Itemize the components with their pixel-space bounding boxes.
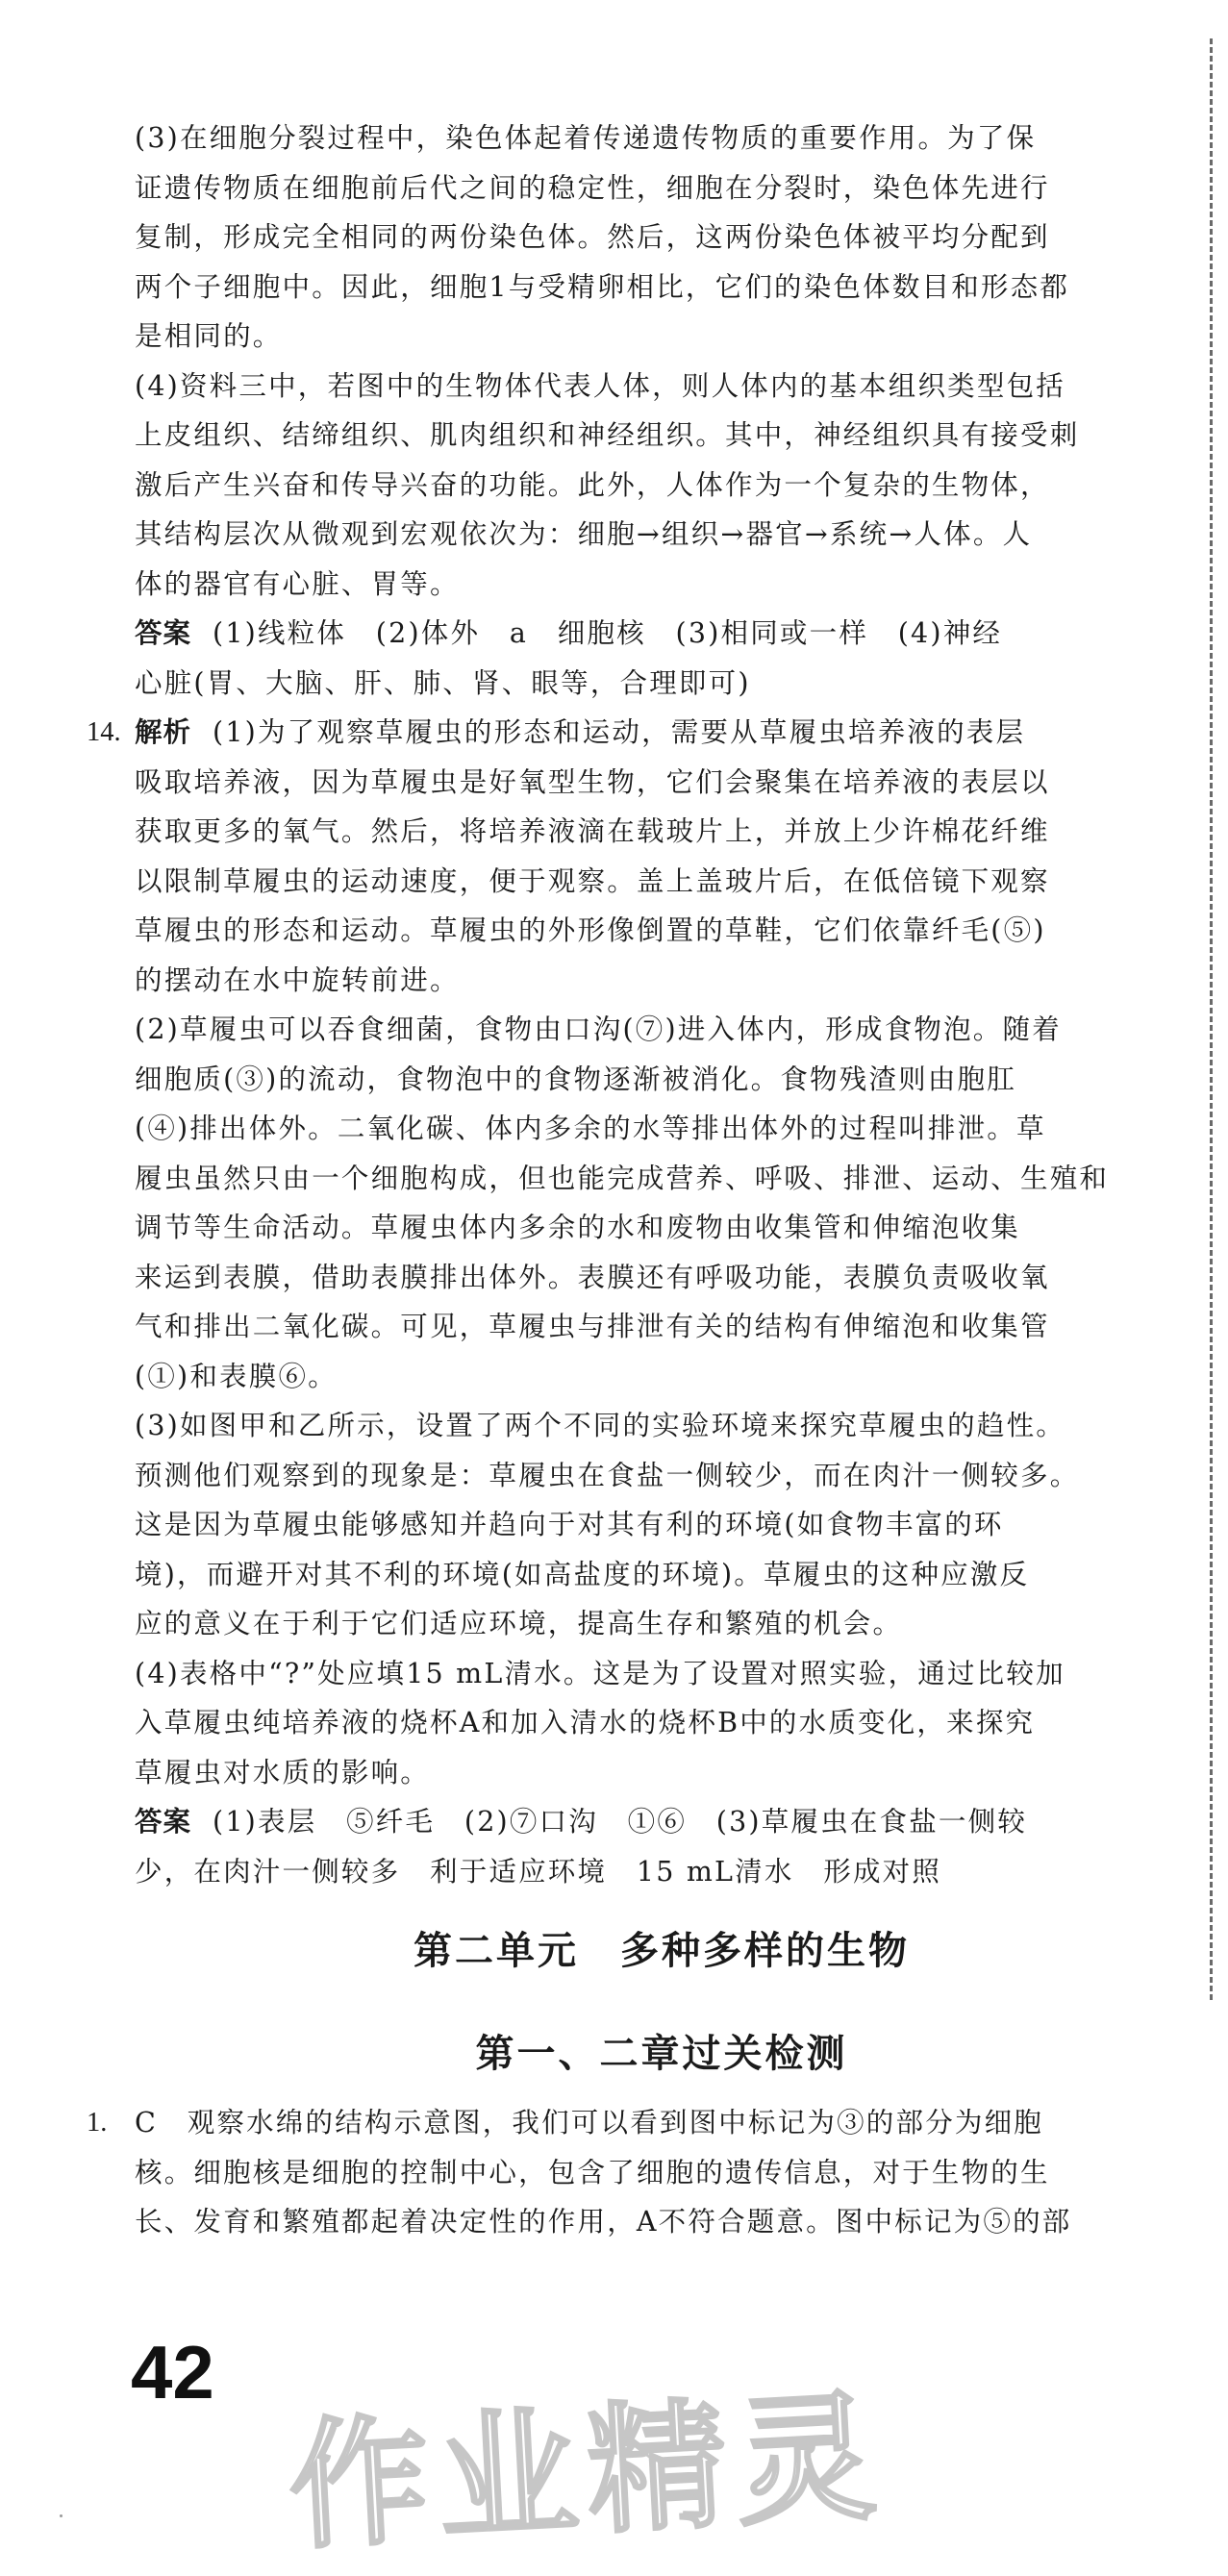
text-line: 核。细胞核是细胞的控制中心，包含了细胞的遗传信息，对于生物的生 xyxy=(135,2156,1050,2188)
page-content xyxy=(87,113,1189,2247)
section14-part4 xyxy=(135,1649,1189,1798)
section13-part4 xyxy=(135,362,1189,610)
question-number: 14. xyxy=(87,717,121,747)
section14-answer xyxy=(135,1797,1189,1896)
text-line: (①)和表膜⑥。 xyxy=(135,1360,338,1392)
text-line: 这是因为草履虫能够感知并趋向于对其有利的环境(如食物丰富的环 xyxy=(135,1509,1004,1540)
text-line: 激后产生兴奋和传导兴奋的功能。此外，人体作为一个复杂的生物体， xyxy=(135,468,1050,501)
text-line: 应的意义在于利于它们适应环境，提高生存和繁殖的机会。 xyxy=(135,1608,903,1639)
text-line: 草履虫对水质的影响。 xyxy=(135,1756,431,1788)
text-line: 以限制草履虫的运动速度，便于观察。盖上盖玻片后，在低倍镜下观察 xyxy=(135,864,1050,897)
text-line: (4)资料三中，若图中的生物体代表人体，则人体内的基本组织类型包括 xyxy=(135,369,1065,402)
page-number: 42 xyxy=(131,2330,214,2414)
text-line: 来运到表膜，借助表膜排出体外。表膜还有呼吸功能，表膜负责吸收氧 xyxy=(135,1261,1050,1293)
text-line: 细胞质(③)的流动，食物泡中的食物逐渐被消化。食物残渣则由胞肛 xyxy=(135,1063,1016,1095)
text-line: 履虫虽然只由一个细胞构成，但也能完成营养、呼吸、排泄、运动、生殖和 xyxy=(135,1162,1110,1194)
text-line: 上皮组织、结缔组织、肌肉组织和神经组织。其中，神经组织具有接受刺 xyxy=(135,419,1080,451)
text-line: 吸取培养液，因为草履虫是好氧型生物，它们会聚集在培养液的表层以 xyxy=(135,765,1050,798)
text-line xyxy=(135,708,1189,758)
text-line: (3)如图甲和乙所示，设置了两个不同的实验环境来探究草履虫的趋性。 xyxy=(135,1410,1065,1441)
section13-answer xyxy=(135,609,1189,708)
answer-label: 答案 xyxy=(135,617,192,649)
text-line: (3)在细胞分裂过程中，染色体起着传递遗传物质的重要作用。为了保 xyxy=(135,122,1037,154)
text-line: (4)表格中“?”处应填15 mL清水。这是为了设置对照实验，通过比较加 xyxy=(135,1657,1065,1689)
text-line: 的摆动在水中旋转前进。 xyxy=(135,963,460,996)
section14-analysis xyxy=(87,708,1189,1005)
unit-heading: 第二单元 多种多样的生物 xyxy=(414,1929,910,1973)
answer-text: (1)表层 ⑤纤毛 (2)⑦口沟 ①⑥ (3)草履虫在食盐一侧较 xyxy=(213,1806,1028,1838)
answer-label: 答案 xyxy=(135,1806,192,1838)
text-line xyxy=(135,1797,1189,1847)
text-line: 是相同的。 xyxy=(135,320,283,352)
text-line: 调节等生命活动。草履虫体内多余的水和废物由收集管和伸缩泡收集 xyxy=(135,1212,1021,1243)
text-line: 复制，形成完全相同的两份染色体。然后，这两份染色体被平均分配到 xyxy=(135,221,1050,253)
section14-part2 xyxy=(135,1005,1189,1401)
text-line: 证遗传物质在细胞前后代之间的稳定性，细胞在分裂时，染色体先进行 xyxy=(135,171,1050,204)
text-line: (2)草履虫可以吞食细菌，食物由口沟(⑦)进入体内，形成食物泡。随着 xyxy=(135,1013,1062,1045)
text-line: 其结构层次从微观到宏观依次为：细胞→组织→器官→系统→人体。人 xyxy=(135,518,1033,550)
chapter-heading: 第一、二章过关检测 xyxy=(475,2032,848,2076)
section14-part3 xyxy=(135,1401,1189,1649)
text-line: 入草履虫纯培养液的烧杯A和加入清水的烧杯B中的水质变化，来探究 xyxy=(135,1707,1036,1738)
text-line: (④)排出体外。二氧化碳、体内多余的水等排出体外的过程叫排泄。草 xyxy=(135,1113,1046,1144)
question-1 xyxy=(87,2098,1189,2247)
scan-speck xyxy=(60,2514,63,2517)
text-line xyxy=(135,609,1189,659)
cut-line xyxy=(1210,38,1213,2000)
text-line: 草履虫的形态和运动。草履虫的外形像倒置的草鞋，它们依靠纤毛(⑤) xyxy=(135,914,1046,946)
text-line: 体的器官有心脏、胃等。 xyxy=(135,567,460,600)
question-number: 1. xyxy=(87,2108,108,2138)
text-line: C 观察水绵的结构示意图，我们可以看到图中标记为③的部分为细胞 xyxy=(135,2107,1044,2138)
text-line: 心脏(胃、大脑、肝、肺、肾、眼等，合理即可) xyxy=(135,666,751,699)
text-line: 少，在肉汁一侧较多 利于适应环境 15 mL清水 形成对照 xyxy=(135,1855,942,1888)
watermark-logo: 作业精灵 xyxy=(285,2375,890,2570)
text-line: 两个子细胞中。因此，细胞1与受精卵相比，它们的染色体数目和形态都 xyxy=(135,270,1070,303)
text-line: 长、发育和繁殖都起着决定性的作用，A不符合题意。图中标记为⑤的部 xyxy=(135,2206,1072,2238)
text-line: 获取更多的氧气。然后，将培养液滴在载玻片上，并放上少许棉花纤维 xyxy=(135,815,1050,847)
text-line: 境)，而避开对其不利的环境(如高盐度的环境)。草履虫的这种应激反 xyxy=(135,1558,1030,1590)
text-line: 预测他们观察到的现象是：草履虫在食盐一侧较少，而在肉汁一侧较多。 xyxy=(135,1459,1080,1491)
analysis-label: 解析 xyxy=(135,716,192,748)
analysis-text: (1)为了观察草履虫的形态和运动，需要从草履虫培养液的表层 xyxy=(213,716,1026,748)
text-line: 气和排出二氧化碳。可见，草履虫与排泄有关的结构有伸缩泡和收集管 xyxy=(135,1311,1050,1342)
section13-part3 xyxy=(135,113,1189,362)
answer-text: (1)线粒体 (2)体外 a 细胞核 (3)相同或一样 (4)神经 xyxy=(213,617,1003,649)
